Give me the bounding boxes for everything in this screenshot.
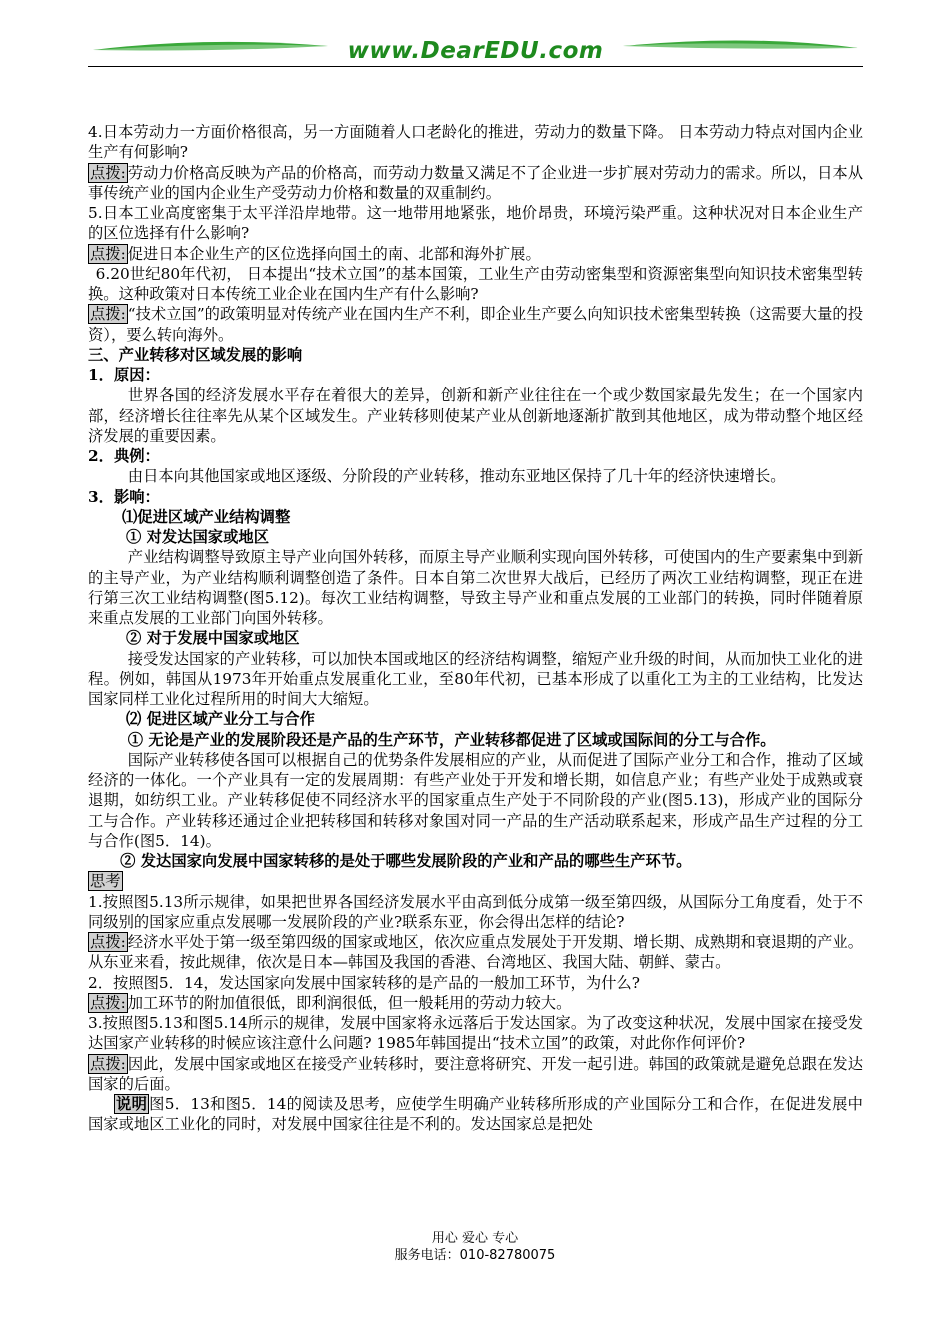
effect-1-1-text: 产业结构调整导致原主导产业向国外转移，而原主导产业顺利实现向国外转移，可使国内的生产要素集中到新的主导产业，为产业结构顺利调整创造了条件。日本自第二次世界大战后，已经历了两次工业结构调整，现正在进行第三次工业结构调整(图5.12)。每次工业结构调整，导致主导产业和重点发展的工业部门的转换，同时伴随着原来重点发展的工业部门向国外转移。 (88, 548, 863, 627)
effect-2-1-text: 国际产业转移使各国可以根据自己的优势条件发展相应的产业，从而促进了国际产业分工和合作，推动了区域经济的一体化。一个产业具有一定的发展周期：有些产业处于开发和增长期，如信息产业；有些产业处于成熟或衰退期，如纺织工业。产业转移促使不同经济水平的国家重点生产处于不同阶段的产业(图5.13)，形成产业的国际分工与合作。产业转移还通过企业把转移国和转移对象国对同一产品的生产活动联系起来，形成产品生产过程的分工与合作(图5．14)。 (88, 750, 863, 850)
answer-5: 点拨: 促进日本企业生产的区位选择向国土的南、北部和海外扩展。 (90, 244, 541, 263)
think-answer-3: 点拨: 因此，发展中国家或地区在接受产业转移时，要注意将研究、开发一起引进。韩国的政策就是避免总跟在发达国家的后面。 (88, 1054, 863, 1093)
hint-tag: 点拨: (90, 933, 126, 951)
hint-tag: 点拨: (90, 1054, 126, 1073)
example-text: 由日本向其他国家或地区逐级、分阶段的产业转移，推动东亚地区保持了几十年的经济快速增长。 (127, 467, 786, 486)
effect-2-heading: ⑵ 促进区域产业分工与合作 (126, 710, 315, 729)
hint-tag: 点拨: (90, 305, 126, 324)
effect-1-2-heading: ② 对于发展中国家或地区 (126, 629, 300, 648)
effect-1-heading: ⑴促进区域产业结构调整 (122, 507, 291, 526)
think-question-1: 1.按照图5.13所示规律，如果把世界各国经济发展水平由高到低分成第一级至第四级，从国际分工角度看，处于不同级别的国家应重点发展哪一发展阶段的产业?联系东亚，你会得出怎样的结论? (88, 892, 863, 931)
question-4: 4.日本劳动力一方面价格很高，另一方面随着人口老龄化的推进，劳动力的数量下降。 日本劳动力特点对国内企业生产有何影响? (88, 123, 863, 162)
footer-slogan: 用心 爱心 专心 (431, 1231, 519, 1246)
think-tag: 思考 (90, 872, 121, 891)
hint-tag: 点拨: (90, 993, 126, 1012)
effect-heading: 3．影响： (88, 487, 160, 506)
section-3-heading: 三、产业转移对区域发展的影响 (88, 345, 303, 364)
answer-6: 点拨: “技术立国”的政策明显对传统产业在国内生产不利，即企业生产要么向知识技术密集型转换（这需要大量的投资），要么转向海外。 (88, 305, 863, 344)
answer-4: 点拨: 劳动力价格高反映为产品的价格高，而劳动力数量又满足不了企业进一步扩展对劳动力的需求。所以，日本从事传统产业的国内企业生产受劳动力价格和数量的双重制约。 (88, 163, 863, 202)
note-tag: 说明 (116, 1095, 148, 1113)
effect-1-1-heading: ① 对发达国家或地区 (126, 528, 269, 546)
reason-text: 世界各国的经济发展水平存在着很大的差异，创新和新产业往往在一个或少数国家最先发生；在一个国家内部，经济增长往往率先从某个区域发生。产业转移则使某产业从创新地逐渐扩散到其他地区，成为带动整个地区经济发展的重要因素。 (88, 386, 863, 445)
page-footer (0, 1230, 950, 1264)
think-question-2: 2．按照图5．14，发达国家向发展中国家转移的是产品的一般加工环节，为什么? (88, 973, 640, 992)
hint-tag: 点拨: (90, 244, 126, 263)
think-question-3: 3.按照图5.13和图5.14所示的规律，发展中国家将永远落后于发达国家。为了改变这种状况，发展中国家在接受发达国家产业转移的时候应该注意什么问题? 1985年韩国提出“技术立国”的政策，对此你作何评价? (88, 1014, 863, 1053)
example-heading: 2．典例： (88, 447, 160, 465)
question-5: 5.日本工业高度密集于太平洋沿岸地带。这一地带用地紧张，地价昂贵，环境污染严重。这种状况对日本企业生产的区位选择有什么影响? (88, 204, 863, 243)
think-answer-2: 点拨: 加工环节的附加值很低，即利润很低，但一般耗用的劳动力较大。 (90, 993, 572, 1012)
document-body (88, 122, 863, 1135)
header-divider (88, 66, 863, 67)
question-6: 6.20世纪80年代初， 日本提出“技术立国”的基本国策，工业生产由劳动密集型和资源密集型向知识技术密集型转换。这种政策对日本传统工业企业在国内生产有什么影响? (88, 264, 863, 303)
effect-1-2-text: 接受发达国家的产业转移，可以加快本国或地区的经济结构调整，缩短产业升级的时间，从而加快工业化的进程。例如，韩国从1973年开始重点发展重化工业，至80年代初，已基本形成了以重化工为主的工业结构，比发达国家同样工业化过程所用的时间大大缩短。 (88, 649, 863, 708)
effect-2-1-heading: ① 无论是产业的发展阶段还是产品的生产环节，产业转移都促进了区域或国际间的分工与合作。 (127, 730, 776, 749)
think-answer-1: 点拨: 经济水平处于第一级至第四级的国家或地区，依次应重点发展处于开发期、增长期、成熟期和衰退期的产业。从东亚来看，按此规律，依次是日本—韩国及我国的香港、台湾地区、我国大陆、朝鲜、蒙古。 (88, 933, 863, 972)
think-label (88, 871, 863, 891)
site-logo: www.DearEDU.com (347, 38, 604, 64)
hint-tag: 点拨: (90, 163, 126, 182)
footer-phone: 服务电话：010-82780075 (394, 1248, 556, 1263)
reason-heading: 1．原因： (88, 366, 160, 384)
effect-2-2-heading: ② 发达国家向发展中国家转移的是处于哪些发展阶段的产业和产品的哪些生产环节。 (120, 852, 692, 870)
note-paragraph: 说明 图5．13和图5．14的阅读及思考，应使学生明确产业转移所形成的产业国际分工和合作，在促进发展中国家或地区工业化的同时，对发展中国家往往是不利的。发达国家总是把处 (88, 1095, 863, 1134)
